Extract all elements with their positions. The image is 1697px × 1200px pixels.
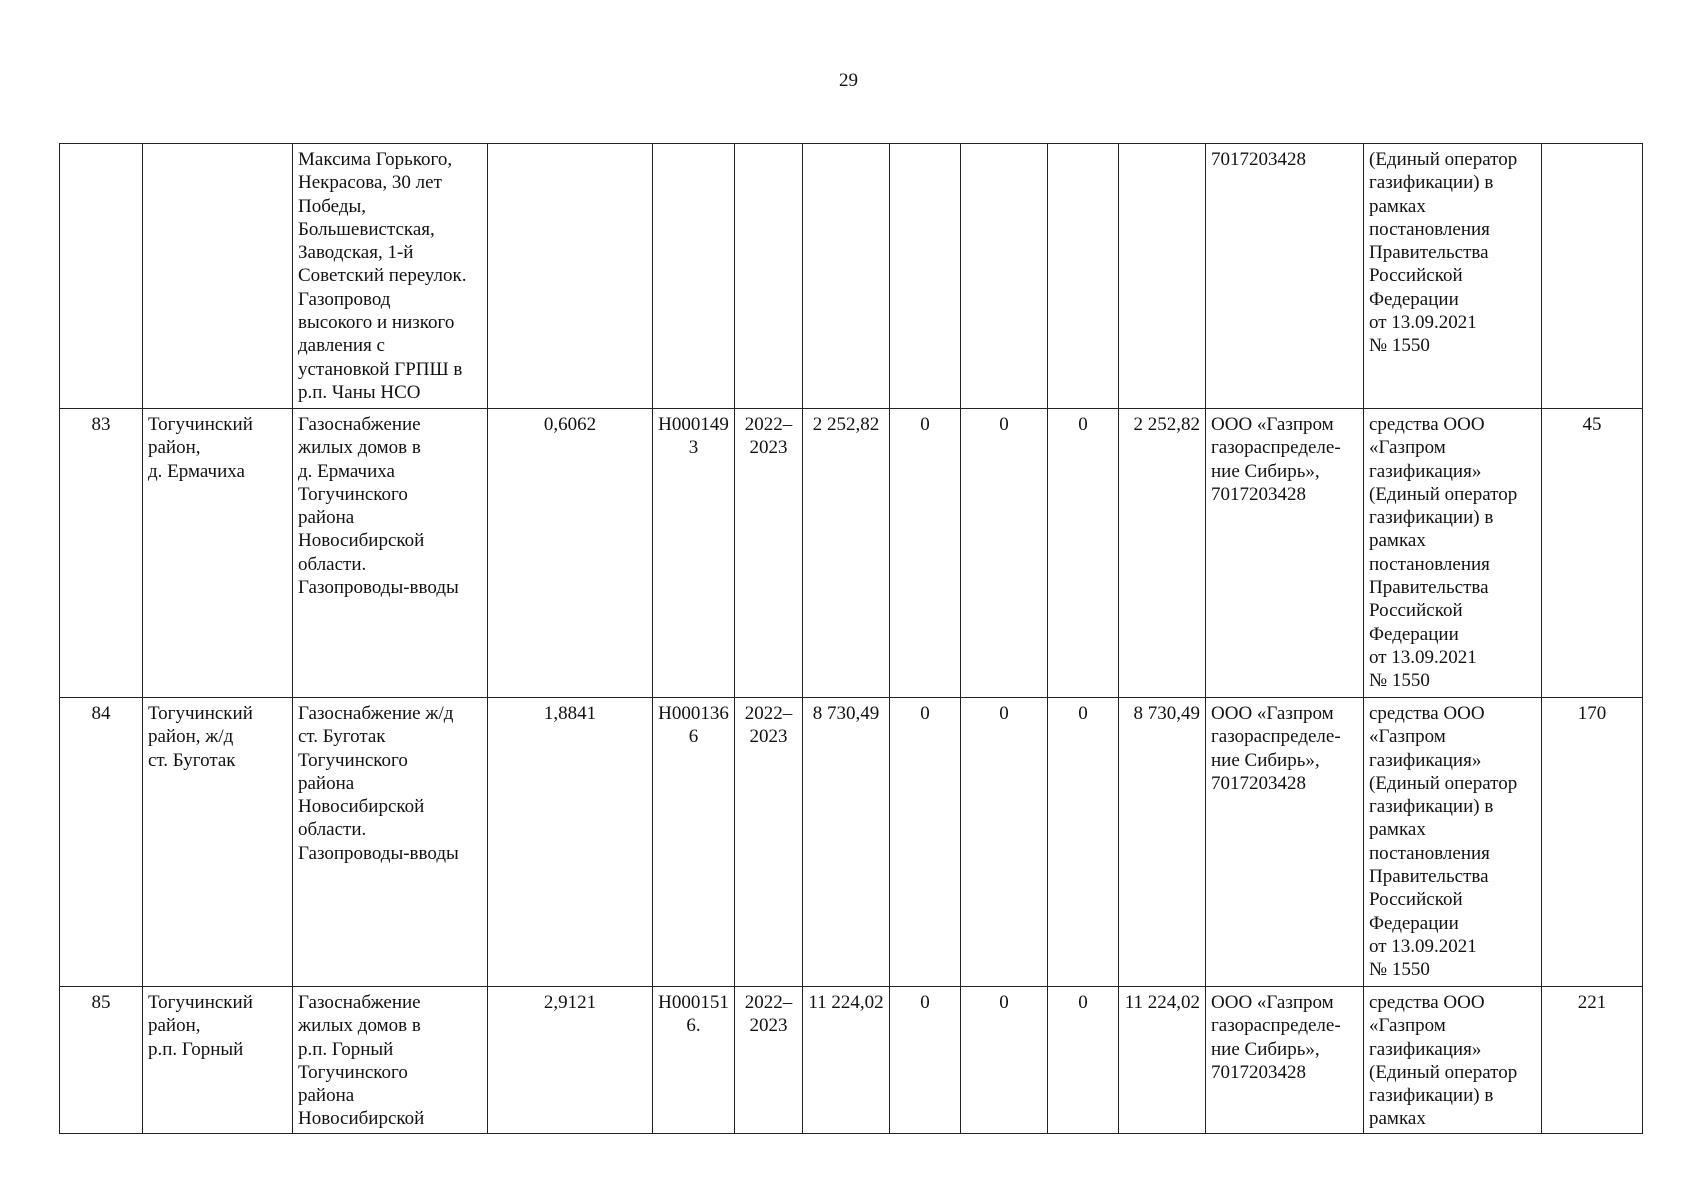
cell-federal-budget: 0 <box>890 987 961 1134</box>
cell-line: постановления <box>1369 218 1490 240</box>
cell-funding-source <box>1364 409 1542 698</box>
cell-line: «Газпром <box>1369 1015 1446 1037</box>
cell-line: д. Ермачиха <box>148 460 245 482</box>
cell-line: средства ООО <box>1369 992 1485 1013</box>
cell-object <box>293 409 488 698</box>
cell-line: район, <box>148 437 201 459</box>
cell-line: Российской <box>1369 265 1463 287</box>
cell-executor <box>1206 698 1364 987</box>
cell-federal-budget <box>890 144 961 409</box>
cell-line: района <box>298 507 355 529</box>
cell-line: Большевистская, <box>298 218 435 240</box>
cell-line: установкой ГРПШ в <box>298 358 463 380</box>
cell-line: ние Сибирь», <box>1211 460 1320 482</box>
cell-executor <box>1206 144 1364 409</box>
cell-line: Тогучинского <box>298 483 408 505</box>
cell-line: района <box>298 772 355 794</box>
cell-line: газораспределе- <box>1211 1015 1341 1037</box>
cell-total-cost: 11 224,02 <box>803 987 890 1134</box>
cell-line: постановления <box>1369 842 1490 864</box>
cell-line: средства ООО <box>1369 414 1485 435</box>
cell-line: № 1550 <box>1369 670 1430 692</box>
cell-line: 7017203428 <box>1211 149 1306 170</box>
cell-line: Российской <box>1369 600 1463 622</box>
cell-local-budget: 0 <box>1048 409 1119 698</box>
table-row <box>60 144 1643 409</box>
table-row <box>60 987 1643 1134</box>
cell-line: Федерации <box>1369 623 1459 645</box>
cell-district <box>143 698 293 987</box>
cell-line: рамках <box>1369 1108 1426 1130</box>
cell-line: Тогучинского <box>298 749 408 771</box>
cell-line: Новосибирской <box>298 530 425 552</box>
cell-number <box>60 144 143 409</box>
cell-line: постановления <box>1369 553 1490 575</box>
cell-line: Федерации <box>1369 288 1459 310</box>
cell-line: 2023 <box>749 1015 788 1037</box>
cell-line: района <box>298 1085 355 1107</box>
cell-object <box>293 698 488 987</box>
cell-regional-budget: 0 <box>961 698 1048 987</box>
cell-line: газораспределе- <box>1211 726 1341 748</box>
cell-total-cost: 8 730,49 <box>803 698 890 987</box>
cell-line: 2023 <box>749 726 788 748</box>
cell-line: ние Сибирь», <box>1211 749 1320 771</box>
cell-line: газификации) в <box>1369 172 1494 194</box>
cell-line: (Единый оператор <box>1369 483 1518 505</box>
cell-length: 1,8841 <box>488 698 653 987</box>
cell-number: 83 <box>60 409 143 698</box>
cell-line: 2022– <box>744 992 793 1013</box>
cell-line: (Единый оператор <box>1369 772 1518 794</box>
cell-period <box>735 987 803 1134</box>
cell-line: Газопроводы-вводы <box>298 577 459 599</box>
cell-federal-budget: 0 <box>890 698 961 987</box>
cell-line: 2022– <box>744 703 793 724</box>
cell-line: «Газпром <box>1369 437 1446 459</box>
cell-line: Н000151 <box>658 992 729 1013</box>
cell-other-sources: 8 730,49 <box>1119 698 1206 987</box>
cell-other-sources: 2 252,82 <box>1119 409 1206 698</box>
cell-line: Газопроводы-вводы <box>298 842 459 864</box>
cell-local-budget: 0 <box>1048 987 1119 1134</box>
cell-line: Тогучинский <box>148 414 253 435</box>
cell-line: газораспределе- <box>1211 437 1341 459</box>
cell-line: рамках <box>1369 195 1426 217</box>
cell-line: Газоснабжение ж/д <box>298 703 454 724</box>
cell-line: Заводская, 1-й <box>298 242 414 264</box>
cell-number: 84 <box>60 698 143 987</box>
cell-households: 221 <box>1542 987 1643 1134</box>
cell-local-budget: 0 <box>1048 698 1119 987</box>
cell-line: Н000136 <box>658 703 729 724</box>
cell-code <box>653 409 735 698</box>
cell-line: рамках <box>1369 819 1426 841</box>
cell-federal-budget: 0 <box>890 409 961 698</box>
cell-length: 2,9121 <box>488 987 653 1134</box>
cell-line: Максима Горького, <box>298 149 453 170</box>
cell-executor <box>1206 409 1364 698</box>
cell-line: р.п. Горный <box>148 1038 244 1060</box>
cell-line: 2022– <box>744 414 793 435</box>
cell-line: жилых домов в <box>298 1015 421 1037</box>
cell-period <box>735 144 803 409</box>
cell-line: газификация» <box>1369 1038 1482 1060</box>
cell-households: 170 <box>1542 698 1643 987</box>
cell-line: Российской <box>1369 889 1463 911</box>
cell-line: Победы, <box>298 195 367 217</box>
cell-line: Газоснабжение <box>298 414 421 435</box>
cell-line: ние Сибирь», <box>1211 1038 1320 1060</box>
cell-period <box>735 698 803 987</box>
cell-line: от 13.09.2021 <box>1369 646 1477 668</box>
cell-line: район, <box>148 1015 201 1037</box>
cell-line: газификация» <box>1369 460 1482 482</box>
cell-line: газификации) в <box>1369 507 1494 529</box>
cell-line: Н000149 <box>658 414 729 435</box>
cell-code <box>653 987 735 1134</box>
cell-line: ст. Буготак <box>148 749 236 771</box>
cell-other-sources <box>1119 144 1206 409</box>
cell-line: Федерации <box>1369 912 1459 934</box>
cell-line: 7017203428 <box>1211 483 1306 505</box>
cell-line: газификации) в <box>1369 796 1494 818</box>
cell-line: (Единый оператор <box>1369 149 1518 170</box>
cell-line: высокого и низкого <box>298 312 455 334</box>
cell-line: жилых домов в <box>298 437 421 459</box>
cell-line: средства ООО <box>1369 703 1485 724</box>
cell-line: Тогучинский <box>148 703 253 724</box>
cell-line: Правительства <box>1369 242 1489 264</box>
cell-code <box>653 144 735 409</box>
cell-line: Тогучинский <box>148 992 253 1013</box>
cell-period <box>735 409 803 698</box>
cell-line: р.п. Горный <box>298 1038 394 1060</box>
cell-number: 85 <box>60 987 143 1134</box>
cell-line: области. <box>298 819 367 841</box>
cell-line: № 1550 <box>1369 335 1430 357</box>
cell-district <box>143 987 293 1134</box>
cell-district <box>143 409 293 698</box>
cell-funding-source <box>1364 987 1542 1134</box>
cell-regional-budget <box>961 144 1048 409</box>
cell-line: Газоснабжение <box>298 992 421 1013</box>
cell-line: рамках <box>1369 530 1426 552</box>
cell-line: д. Ермачиха <box>298 460 395 482</box>
cell-object <box>293 987 488 1134</box>
cell-line: области. <box>298 553 367 575</box>
cell-line: Тогучинского <box>298 1061 408 1083</box>
cell-district <box>143 144 293 409</box>
cell-line: от 13.09.2021 <box>1369 935 1477 957</box>
cell-line: Правительства <box>1369 577 1489 599</box>
gasification-table <box>59 143 1643 1134</box>
cell-line: газификации) в <box>1369 1085 1494 1107</box>
cell-line: 6. <box>686 1015 701 1037</box>
cell-line: ст. Буготак <box>298 726 386 748</box>
cell-funding-source <box>1364 144 1542 409</box>
cell-line: Некрасова, 30 лет <box>298 172 442 194</box>
cell-length <box>488 144 653 409</box>
cell-local-budget <box>1048 144 1119 409</box>
cell-line: Советский переулок. <box>298 265 467 287</box>
cell-line: р.п. Чаны НСО <box>298 381 421 403</box>
cell-line: ООО «Газпром <box>1211 703 1334 724</box>
cell-line: Газопровод <box>298 288 391 310</box>
cell-households <box>1542 144 1643 409</box>
table-row <box>60 409 1643 698</box>
cell-line: газификация» <box>1369 749 1482 771</box>
cell-regional-budget: 0 <box>961 987 1048 1134</box>
cell-line: 7017203428 <box>1211 1061 1306 1083</box>
cell-line: «Газпром <box>1369 726 1446 748</box>
cell-line: ООО «Газпром <box>1211 414 1334 435</box>
cell-line: 6 <box>688 726 699 748</box>
cell-households: 45 <box>1542 409 1643 698</box>
cell-line: (Единый оператор <box>1369 1061 1518 1083</box>
cell-executor <box>1206 987 1364 1134</box>
cell-line: давления с <box>298 335 385 357</box>
cell-line: 3 <box>688 437 699 459</box>
table-row <box>60 698 1643 987</box>
cell-line: Правительства <box>1369 866 1489 888</box>
cell-length: 0,6062 <box>488 409 653 698</box>
cell-line: 2023 <box>749 437 788 459</box>
cell-funding-source <box>1364 698 1542 987</box>
cell-line: Новосибирской <box>298 796 425 818</box>
cell-line: ООО «Газпром <box>1211 992 1334 1013</box>
cell-line: № 1550 <box>1369 959 1430 981</box>
cell-line: район, ж/д <box>148 726 234 748</box>
cell-regional-budget: 0 <box>961 409 1048 698</box>
cell-code <box>653 698 735 987</box>
cell-total-cost: 2 252,82 <box>803 409 890 698</box>
table-body <box>60 144 1643 1134</box>
cell-object <box>293 144 488 409</box>
cell-other-sources: 11 224,02 <box>1119 987 1206 1134</box>
page-number: 29 <box>839 70 858 91</box>
cell-line: 7017203428 <box>1211 772 1306 794</box>
cell-line: Новосибирской <box>298 1108 425 1130</box>
cell-total-cost <box>803 144 890 409</box>
cell-line: от 13.09.2021 <box>1369 312 1477 334</box>
